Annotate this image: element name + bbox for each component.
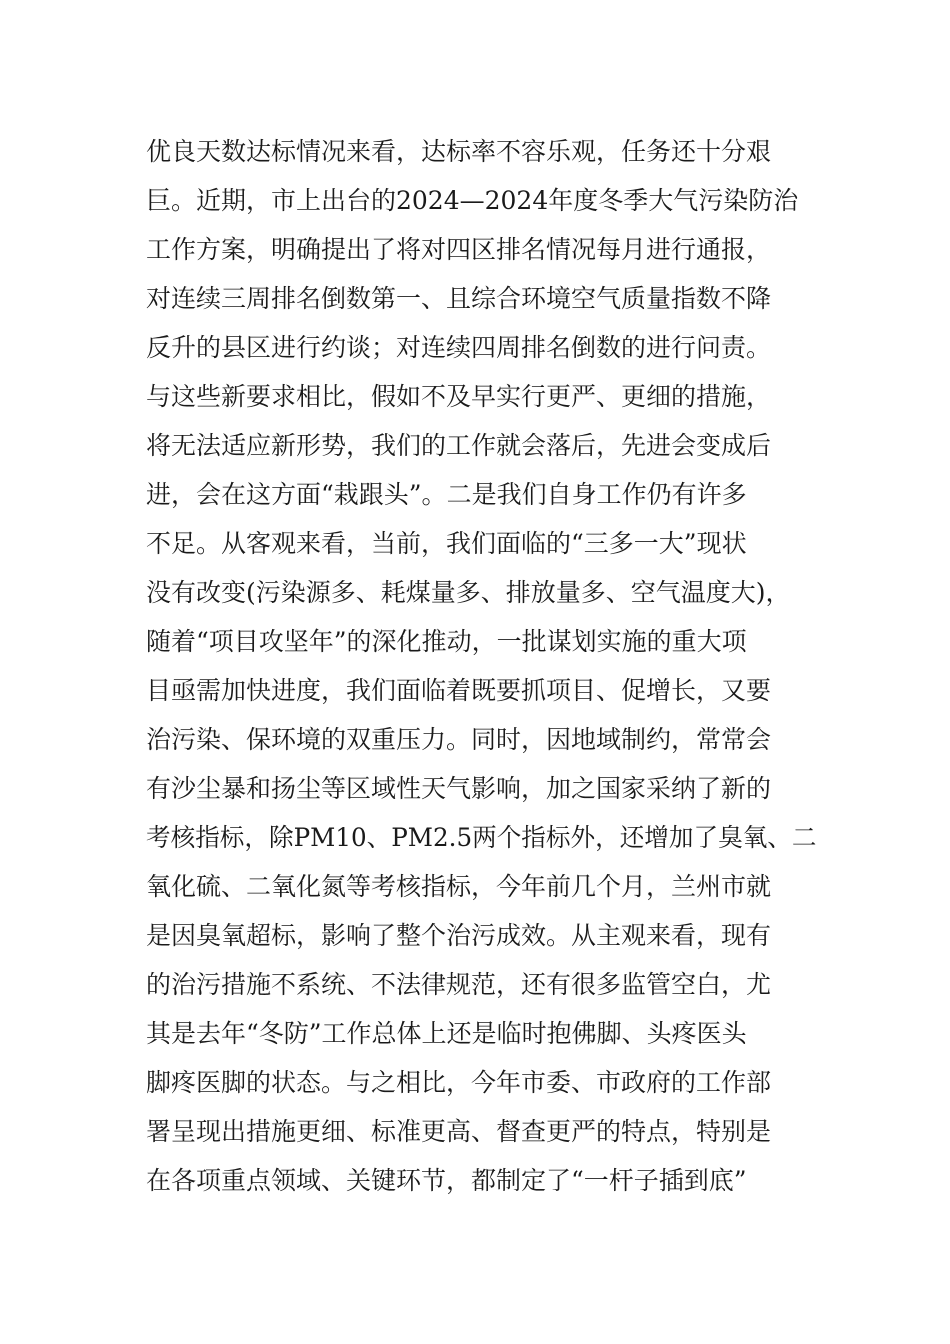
- text-line-14: 有沙尘暴和扬尘等区域性天气影响，加之国家采纳了新的: [146, 774, 772, 803]
- text-line-5: 反升的县区进行约谈；对连续四周排名倒数的进行问责。: [146, 333, 772, 362]
- text-line-8: 进，会在这方面“栽跟头”。二是我们自身工作仍有许多: [146, 480, 747, 509]
- body-text: [146, 127, 816, 1205]
- text-line-22: 在各项重点领域、关键环节，都制定了“一杆子插到底”: [146, 1166, 747, 1195]
- text-line-12: 目亟需加快进度，我们面临着既要抓项目、促增长，又要: [146, 676, 772, 705]
- text-line-4: 对连续三周排名倒数第一、且综合环境空气质量指数不降: [146, 284, 772, 313]
- text-line-11: 随着“项目攻坚年”的深化推动，一批谋划实施的重大项: [146, 627, 747, 656]
- text-line-7: 将无法适应新形势，我们的工作就会落后，先进会变成后: [146, 431, 772, 460]
- text-line-18: 的治污措施不系统、不法律规范，还有很多监管空白，尤: [146, 970, 772, 999]
- text-line-2: 巨。近期，市上出台的2024—2024年度冬季大气污染防治: [146, 186, 799, 215]
- text-line-16: 氧化硫、二氧化氮等考核指标，今年前几个月，兰州市就: [146, 872, 772, 901]
- text-line-17: 是因臭氧超标，影响了整个治污成效。从主观来看，现有: [146, 921, 772, 950]
- text-line-13: 治污染、保环境的双重压力。同时，因地域制约，常常会: [146, 725, 772, 754]
- text-line-10: 没有改变(污染源多、耗煤量多、排放量多、空气温度大)，: [146, 578, 791, 607]
- text-line-3: 工作方案，明确提出了将对四区排名情况每月进行通报，: [146, 235, 772, 264]
- text-line-15: 考核指标，除PM10、PM2.5两个指标外，还增加了臭氧、二: [146, 823, 817, 852]
- text-line-20: 脚疼医脚的状态。与之相比，今年市委、市政府的工作部: [146, 1068, 772, 1097]
- text-line-1: 优良天数达标情况来看，达标率不容乐观，任务还十分艰: [146, 137, 772, 166]
- text-line-21: 署呈现出措施更细、标准更高、督查更严的特点，特别是: [146, 1117, 772, 1146]
- text-line-19: 其是去年“冬防”工作总体上还是临时抱佛脚、头疼医头: [146, 1019, 747, 1048]
- text-line-9: 不足。从客观来看，当前，我们面临的“三多一大”现状: [146, 529, 747, 558]
- text-line-6: 与这些新要求相比，假如不及早实行更严、更细的措施，: [146, 382, 772, 411]
